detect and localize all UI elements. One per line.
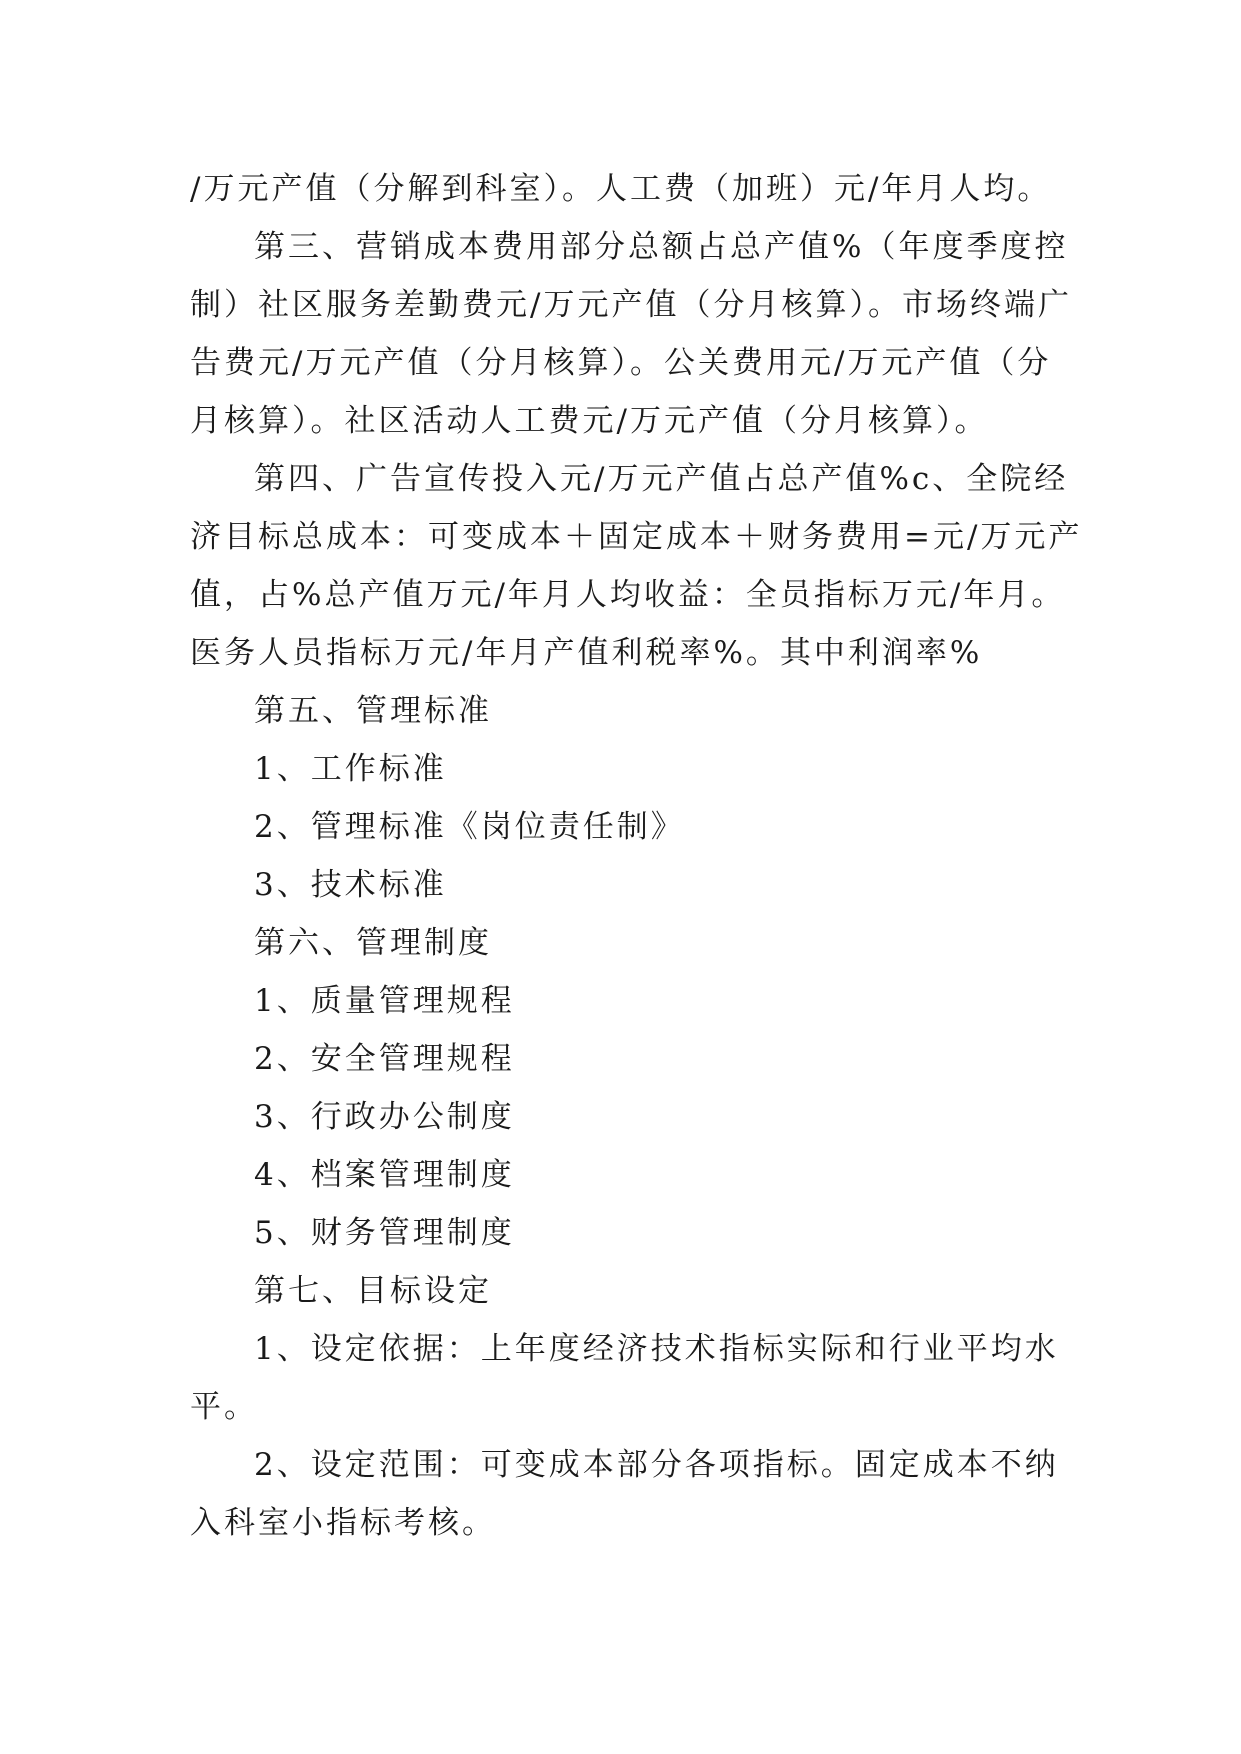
paragraph-line: 值，占%总产值万元/年月人均收益：全员指标万元/年月。 (190, 577, 1066, 613)
list-item: 2、设定范围：可变成本部分各项指标。固定成本不纳 (254, 1447, 1059, 1483)
paragraph-line: /万元产值（分解到科室）。人工费（加班）元/年月人均。 (190, 171, 1052, 207)
paragraph-line: 入科室小指标考核。 (190, 1505, 496, 1541)
list-item: 1、设定依据：上年度经济技术指标实际和行业平均水 (254, 1331, 1059, 1367)
paragraph-line: 第四、广告宣传投入元/万元产值占总产值%c、全院经 (254, 461, 1069, 497)
list-item: 1、工作标准 (254, 751, 447, 787)
paragraph-line: 告费元/万元产值（分月核算）。公关费用元/万元产值（分 (190, 345, 1052, 381)
paragraph-line: 制）社区服务差勤费元/万元产值（分月核算）。市场终端广 (190, 287, 1072, 323)
section-heading: 第五、管理标准 (254, 693, 492, 729)
list-item: 2、安全管理规程 (254, 1041, 515, 1077)
paragraph-line: 平。 (190, 1389, 258, 1425)
paragraph-line: 第三、营销成本费用部分总额占总产值%（年度季度控 (254, 229, 1069, 265)
section-heading: 第六、管理制度 (254, 925, 492, 961)
paragraph-line: 济目标总成本：可变成本＋固定成本＋财务费用=元/万元产 (190, 519, 1083, 555)
document-page (190, 160, 1083, 1552)
list-item: 1、质量管理规程 (254, 983, 515, 1019)
list-item: 2、管理标准《岗位责任制》 (254, 809, 685, 845)
paragraph-line: 月核算）。社区活动人工费元/万元产值（分月核算）。 (190, 403, 989, 439)
list-item: 3、行政办公制度 (254, 1099, 515, 1135)
paragraph-line: 医务人员指标万元/年月产值利税率%。其中利润率% (190, 635, 983, 671)
list-item: 4、档案管理制度 (254, 1157, 515, 1193)
list-item: 3、技术标准 (254, 867, 447, 903)
section-heading: 第七、目标设定 (254, 1273, 492, 1309)
list-item: 5、财务管理制度 (254, 1215, 515, 1251)
